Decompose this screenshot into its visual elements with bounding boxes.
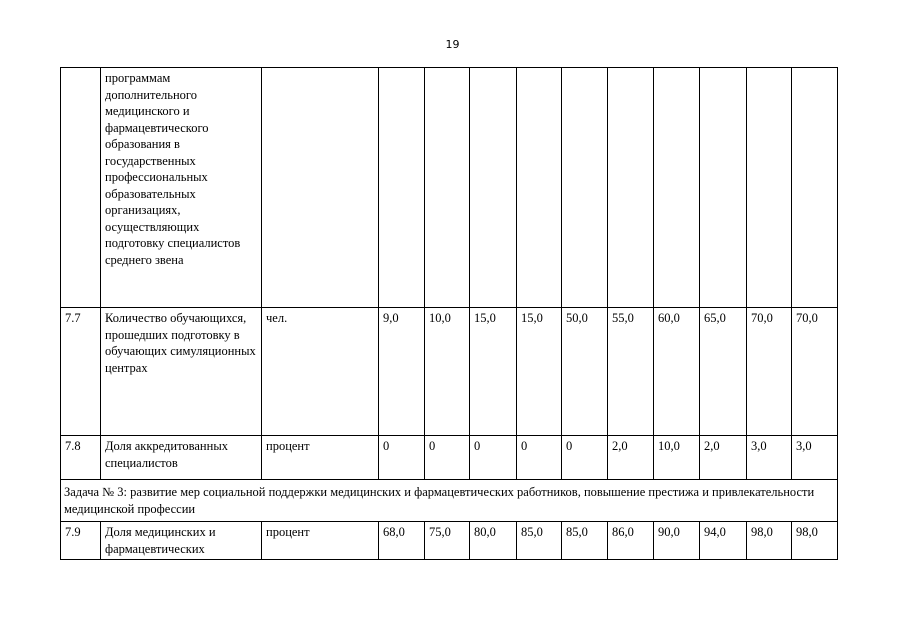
- value-cell: 3,0: [792, 436, 838, 480]
- indicator-name-cell: программам дополнительного медицинского и фармацевтического образования в государственных профессиональных образовательных организациях, осуществляющих подготовку специалистов среднего звена: [101, 68, 262, 308]
- value-cell: [379, 68, 425, 308]
- value-cell: 10,0: [425, 308, 470, 436]
- value-cell: [608, 68, 654, 308]
- task-row: [61, 480, 838, 522]
- row-number-cell: [61, 68, 101, 308]
- value-cell: [747, 68, 792, 308]
- table-row: [61, 308, 838, 436]
- value-cell: [654, 68, 700, 308]
- unit-cell: процент: [262, 522, 379, 560]
- value-cell: [700, 68, 747, 308]
- value-cell: 10,0: [654, 436, 700, 480]
- value-cell: 50,0: [562, 308, 608, 436]
- value-cell: 85,0: [562, 522, 608, 560]
- value-cell: 55,0: [608, 308, 654, 436]
- value-cell: 0: [562, 436, 608, 480]
- table-row: [61, 522, 838, 560]
- value-cell: 98,0: [747, 522, 792, 560]
- value-cell: 2,0: [700, 436, 747, 480]
- table-body: [61, 68, 838, 560]
- value-cell: 3,0: [747, 436, 792, 480]
- value-cell: 98,0: [792, 522, 838, 560]
- value-cell: 0: [379, 436, 425, 480]
- value-cell: [792, 68, 838, 308]
- row-number-cell: 7.7: [61, 308, 101, 436]
- unit-cell: чел.: [262, 308, 379, 436]
- value-cell: 86,0: [608, 522, 654, 560]
- value-cell: [470, 68, 517, 308]
- value-cell: 85,0: [517, 522, 562, 560]
- task-heading: Задача № 3: развитие мер социальной поддержки медицинских и фармацевтических работников, повышение престижа и привлекательности медицинской профессии: [61, 480, 838, 522]
- value-cell: 0: [517, 436, 562, 480]
- value-cell: 68,0: [379, 522, 425, 560]
- page-number: 19: [445, 38, 460, 51]
- table-row: [61, 68, 838, 308]
- value-cell: 2,0: [608, 436, 654, 480]
- value-cell: 70,0: [792, 308, 838, 436]
- value-cell: 60,0: [654, 308, 700, 436]
- indicator-name-cell: Доля медицинских и фармацевтических: [101, 522, 262, 560]
- unit-cell: [262, 68, 379, 308]
- indicator-table: [60, 67, 838, 560]
- value-cell: 90,0: [654, 522, 700, 560]
- value-cell: 0: [470, 436, 517, 480]
- value-cell: [562, 68, 608, 308]
- value-cell: 94,0: [700, 522, 747, 560]
- indicator-name-cell: Количество обучающихся, прошедших подготовку в обучающих симуляционных центрах: [101, 308, 262, 436]
- value-cell: 15,0: [517, 308, 562, 436]
- value-cell: 80,0: [470, 522, 517, 560]
- value-cell: 65,0: [700, 308, 747, 436]
- row-number-cell: 7.8: [61, 436, 101, 480]
- indicator-name-cell: Доля аккредитованных специалистов: [101, 436, 262, 480]
- value-cell: 9,0: [379, 308, 425, 436]
- table-row: [61, 436, 838, 480]
- value-cell: [425, 68, 470, 308]
- value-cell: [517, 68, 562, 308]
- value-cell: 75,0: [425, 522, 470, 560]
- unit-cell: процент: [262, 436, 379, 480]
- value-cell: 70,0: [747, 308, 792, 436]
- value-cell: 15,0: [470, 308, 517, 436]
- row-number-cell: 7.9: [61, 522, 101, 560]
- value-cell: 0: [425, 436, 470, 480]
